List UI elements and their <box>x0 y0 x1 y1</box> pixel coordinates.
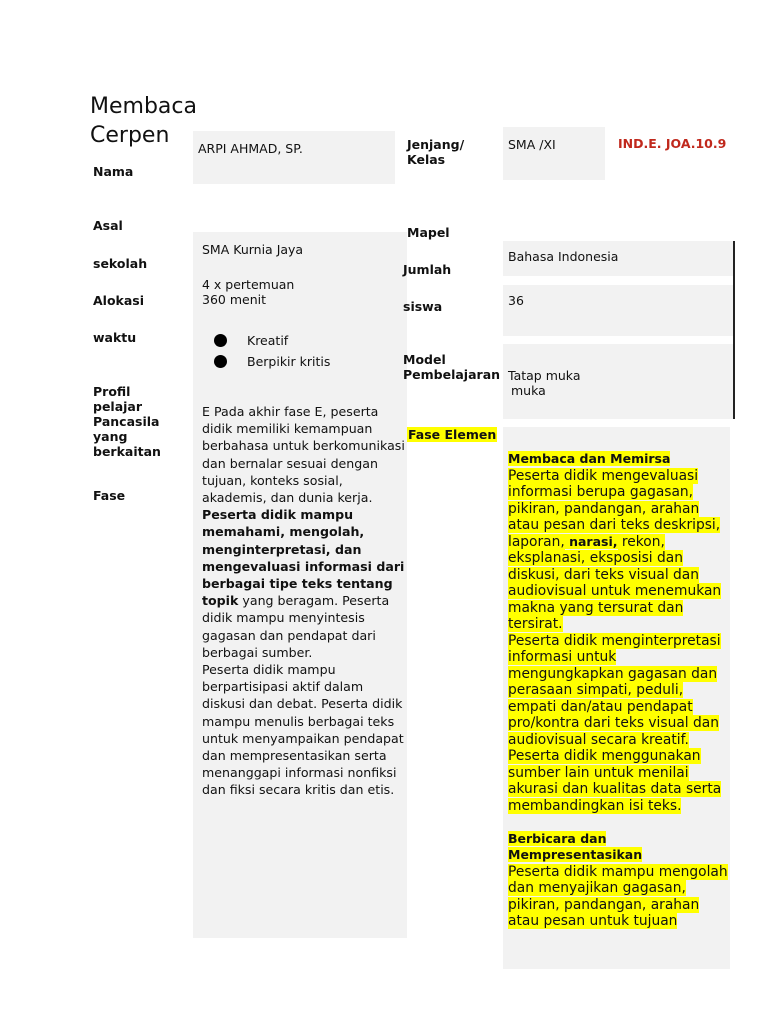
elemen-text-1b: rekon, eksplanasi, eksposisi dan diskusi, dari teks visual dan audiovisual untuk menemukan makna yang tersurat dan tersirat. <box>508 533 722 632</box>
label-model: Model Pembelajaran <box>403 352 501 382</box>
sekolah-value: SMA Kurnia Jaya <box>202 242 304 257</box>
bullet-icon <box>214 355 227 368</box>
label-mapel: Mapel <box>407 225 450 240</box>
label-jumlah: Jumlah <box>403 262 452 277</box>
profil-item-label: Berpikir kritis <box>247 354 331 369</box>
label-profil: Profil pelajar Pancasila yang berkaitan <box>93 384 161 459</box>
label-jenjang: Jenjang/ Kelas <box>407 137 465 167</box>
fase-description <box>202 403 407 799</box>
elemen-content <box>508 451 730 930</box>
mapel-box <box>503 241 733 276</box>
alokasi-value-1: 4 x pertemuan <box>202 277 295 292</box>
fase-paragraph-3: Peserta didik mampu berpartisipasi aktif dalam diskusi dan debat. Peserta didik mampu menulis berbagai teks untuk menyampaikan pendapat dan mempresentasikan serta menanggapi informasi nonfiksi dan fiksi secara kritis dan etis. <box>202 662 404 798</box>
label-fase: Fase <box>93 488 126 503</box>
label-waktu: waktu <box>93 330 137 345</box>
elemen-box <box>503 427 730 969</box>
jenjang-value: SMA /XI <box>508 137 556 152</box>
jenjang-box <box>503 127 605 180</box>
elemen-text-5: dan menyajikan gagasan, pikiran, pandangan, arahan atau pesan untuk tujuan <box>508 880 700 929</box>
model-value-2: muka <box>511 383 546 398</box>
elemen-text-2: Peserta didik menginterpretasi informasi untuk mengungkapkan gagasan dan perasaan simpati, peduli, empati dan/atau pendapat pro/kontra dari teks visual dan audiovisual secara kreatif. <box>508 632 721 748</box>
bullet-icon <box>214 334 227 347</box>
page-title: Membaca Cerpen <box>90 94 197 148</box>
fase-paragraph-1: E Pada akhir fase E, peserta didik memiliki kemampuan berbahasa untuk berkomunikasi dan bernalar sesuai dengan tujuan, konteks sosial, akademis, dan dunia kerja. <box>202 404 405 506</box>
fase-paragraph-2-bold: Peserta didik mampu memahami, mengolah, menginterpretasi, dan mengevaluasi informasi dari berbagai tipe teks tentang topik <box>202 507 405 609</box>
elemen-text-3: Peserta didik menggunakan sumber lain untuk menilai akurasi dan kualitas data serta membandingkan isi teks. <box>508 748 722 814</box>
label-sekolah: sekolah <box>93 256 148 271</box>
elemen-heading-2: Berbicara dan Mempresentasikan <box>508 830 643 862</box>
code-value: IND.E. JOA.10.9 <box>618 136 727 151</box>
mapel-value: Bahasa Indonesia <box>508 249 619 264</box>
label-fase-elemen: Fase Elemen <box>408 427 497 442</box>
label-alokasi: Alokasi <box>93 293 145 308</box>
profil-item-label: Kreatif <box>247 333 289 348</box>
label-siswa: siswa <box>403 299 443 314</box>
profil-item <box>200 330 330 351</box>
profil-item <box>200 351 330 372</box>
label-nama: Nama <box>93 164 134 179</box>
jumlah-box <box>503 285 733 336</box>
profil-list <box>200 330 330 372</box>
fase-paragraph-2: yang beragam. Peserta didik mampu menyintesis gagasan dan pendapat dari berbagai sumber. <box>202 593 390 660</box>
table-border-line <box>733 241 735 419</box>
elemen-text-4: Peserta didik mampu mengolah <box>508 863 728 880</box>
elemen-text-1-bold: narasi, <box>564 533 618 549</box>
model-box <box>503 344 733 419</box>
model-value-1: Tatap muka <box>508 368 581 383</box>
elemen-heading-1: Membaca dan Memirsa <box>508 451 671 466</box>
nama-value: ARPI AHMAD, SP. <box>198 141 303 156</box>
nama-box <box>193 131 395 184</box>
label-asal: Asal <box>93 218 123 233</box>
right-label-column <box>403 255 503 385</box>
elemen-text-1: Peserta didik mengevaluasi informasi berupa gagasan, pikiran, pandangan, arahan atau pesan dari teks deskripsi, laporan, <box>508 467 721 550</box>
jumlah-value: 36 <box>508 293 524 308</box>
alokasi-value-2: 360 menit <box>202 292 266 307</box>
